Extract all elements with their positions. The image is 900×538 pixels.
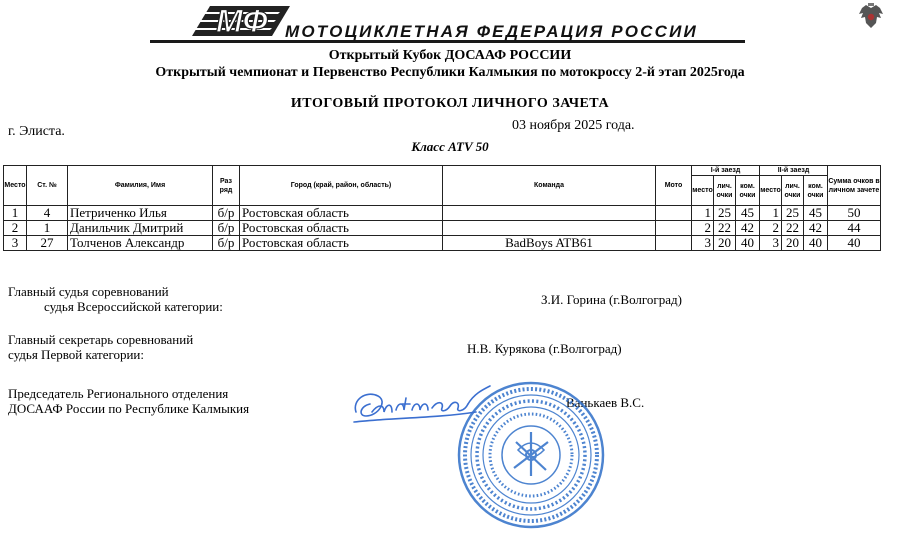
header-r1-place: место: [692, 176, 714, 206]
cell-r2-points: 22: [782, 221, 804, 236]
chief-judge-name: З.И. Горина (г.Волгоград): [541, 292, 682, 307]
handwritten-signature: [348, 382, 498, 430]
cell-name: Толченов Александр: [68, 236, 213, 251]
chairman-name: Ванькаев В.С.: [566, 395, 645, 410]
cell-sum: 50: [828, 206, 881, 221]
cell-rank: б/р: [213, 236, 240, 251]
cell-r2-team: 40: [804, 236, 828, 251]
cell-moto: [656, 206, 692, 221]
cell-r1-team: 40: [736, 236, 760, 251]
chief-secretary-category: судья Первой категории:: [8, 347, 145, 362]
header-place: Место: [4, 166, 27, 206]
cell-r2-points: 25: [782, 206, 804, 221]
cell-team: [443, 221, 656, 236]
race-class: Класс ATV 50: [411, 139, 489, 154]
cell-r1-place: 2: [692, 221, 714, 236]
championship-title: Открытый чемпионат и Первенство Республики Калмыкия по мотокроссу 2-й этап 2025года: [155, 65, 745, 80]
cell-r2-team: 42: [804, 221, 828, 236]
event-city: г. Элиста.: [8, 124, 65, 139]
header-sum: Сумма очков в личном зачете: [828, 166, 881, 206]
header-rank: Раз ряд: [213, 166, 240, 206]
cell-name: Петриченко Илья: [68, 206, 213, 221]
logo-letters: МФ: [216, 3, 268, 39]
cell-r1-team: 42: [736, 221, 760, 236]
cell-number: 4: [27, 206, 68, 221]
header-race2: II-й заезд: [760, 166, 828, 176]
cell-team: BadBoys ATB61: [443, 236, 656, 251]
header-r1-team: ком. очки: [736, 176, 760, 206]
event-date: 03 ноября 2025 года.: [512, 118, 635, 133]
federation-name: МОТОЦИКЛЕТНАЯ ФЕДЕРАЦИЯ РОССИИ: [285, 22, 698, 41]
cell-city: Ростовская область: [240, 206, 443, 221]
cell-place: 2: [4, 221, 27, 236]
cell-sum: 44: [828, 221, 881, 236]
header-name: Фамилия, Имя: [68, 166, 213, 206]
cell-r1-team: 45: [736, 206, 760, 221]
table-row: [4, 221, 881, 236]
header-r2-team: ком. очки: [804, 176, 828, 206]
cell-moto: [656, 236, 692, 251]
cell-rank: б/р: [213, 221, 240, 236]
cell-place: 1: [4, 206, 27, 221]
cell-team: [443, 206, 656, 221]
header-moto: Мото: [656, 166, 692, 206]
cell-number: 1: [27, 221, 68, 236]
header-team: Команда: [443, 166, 656, 206]
cell-r1-points: 20: [714, 236, 736, 251]
header-number: Ст. №: [27, 166, 68, 206]
cell-r2-place: 2: [760, 221, 782, 236]
header-r2-points: лич. очки: [782, 176, 804, 206]
chief-secretary-title: Главный секретарь соревнований: [8, 332, 194, 347]
cell-r1-place: 3: [692, 236, 714, 251]
cell-number: 27: [27, 236, 68, 251]
table-row: [4, 206, 881, 221]
cell-r2-place: 3: [760, 236, 782, 251]
chief-secretary-name: Н.В. Курякова (г.Волгоград): [467, 341, 622, 356]
protocol-title: ИТОГОВЫЙ ПРОТОКОЛ ЛИЧНОГО ЗАЧЕТА: [290, 96, 610, 111]
chairman-organization: ДОСААФ России по Республике Калмыкия: [8, 401, 250, 416]
cell-city: Ростовская область: [240, 236, 443, 251]
cell-city: Ростовская область: [240, 221, 443, 236]
chief-judge-title: Главный судья соревнований: [8, 284, 169, 299]
chairman-title: Председатель Регионального отделения: [8, 386, 229, 401]
cell-rank: б/р: [213, 206, 240, 221]
cell-r2-team: 45: [804, 206, 828, 221]
header-race1: I-й заезд: [692, 166, 760, 176]
cell-place: 3: [4, 236, 27, 251]
cell-r1-points: 22: [714, 221, 736, 236]
cell-r2-points: 20: [782, 236, 804, 251]
header-r2-place: место: [760, 176, 782, 206]
header-city: Город (край, район, область): [240, 166, 443, 206]
cell-r1-points: 25: [714, 206, 736, 221]
results-table: [3, 165, 881, 251]
cell-r1-place: 1: [692, 206, 714, 221]
table-row: [4, 236, 881, 251]
chief-judge-category: судья Всероссийской категории:: [44, 299, 223, 314]
cup-title: Открытый Кубок ДОСААФ РОССИИ: [328, 48, 572, 63]
cell-name: Данильчик Дмитрий: [68, 221, 213, 236]
cell-r2-place: 1: [760, 206, 782, 221]
double-headed-eagle-icon: [856, 2, 886, 32]
cell-sum: 40: [828, 236, 881, 251]
header-r1-points: лич. очки: [714, 176, 736, 206]
cell-moto: [656, 221, 692, 236]
